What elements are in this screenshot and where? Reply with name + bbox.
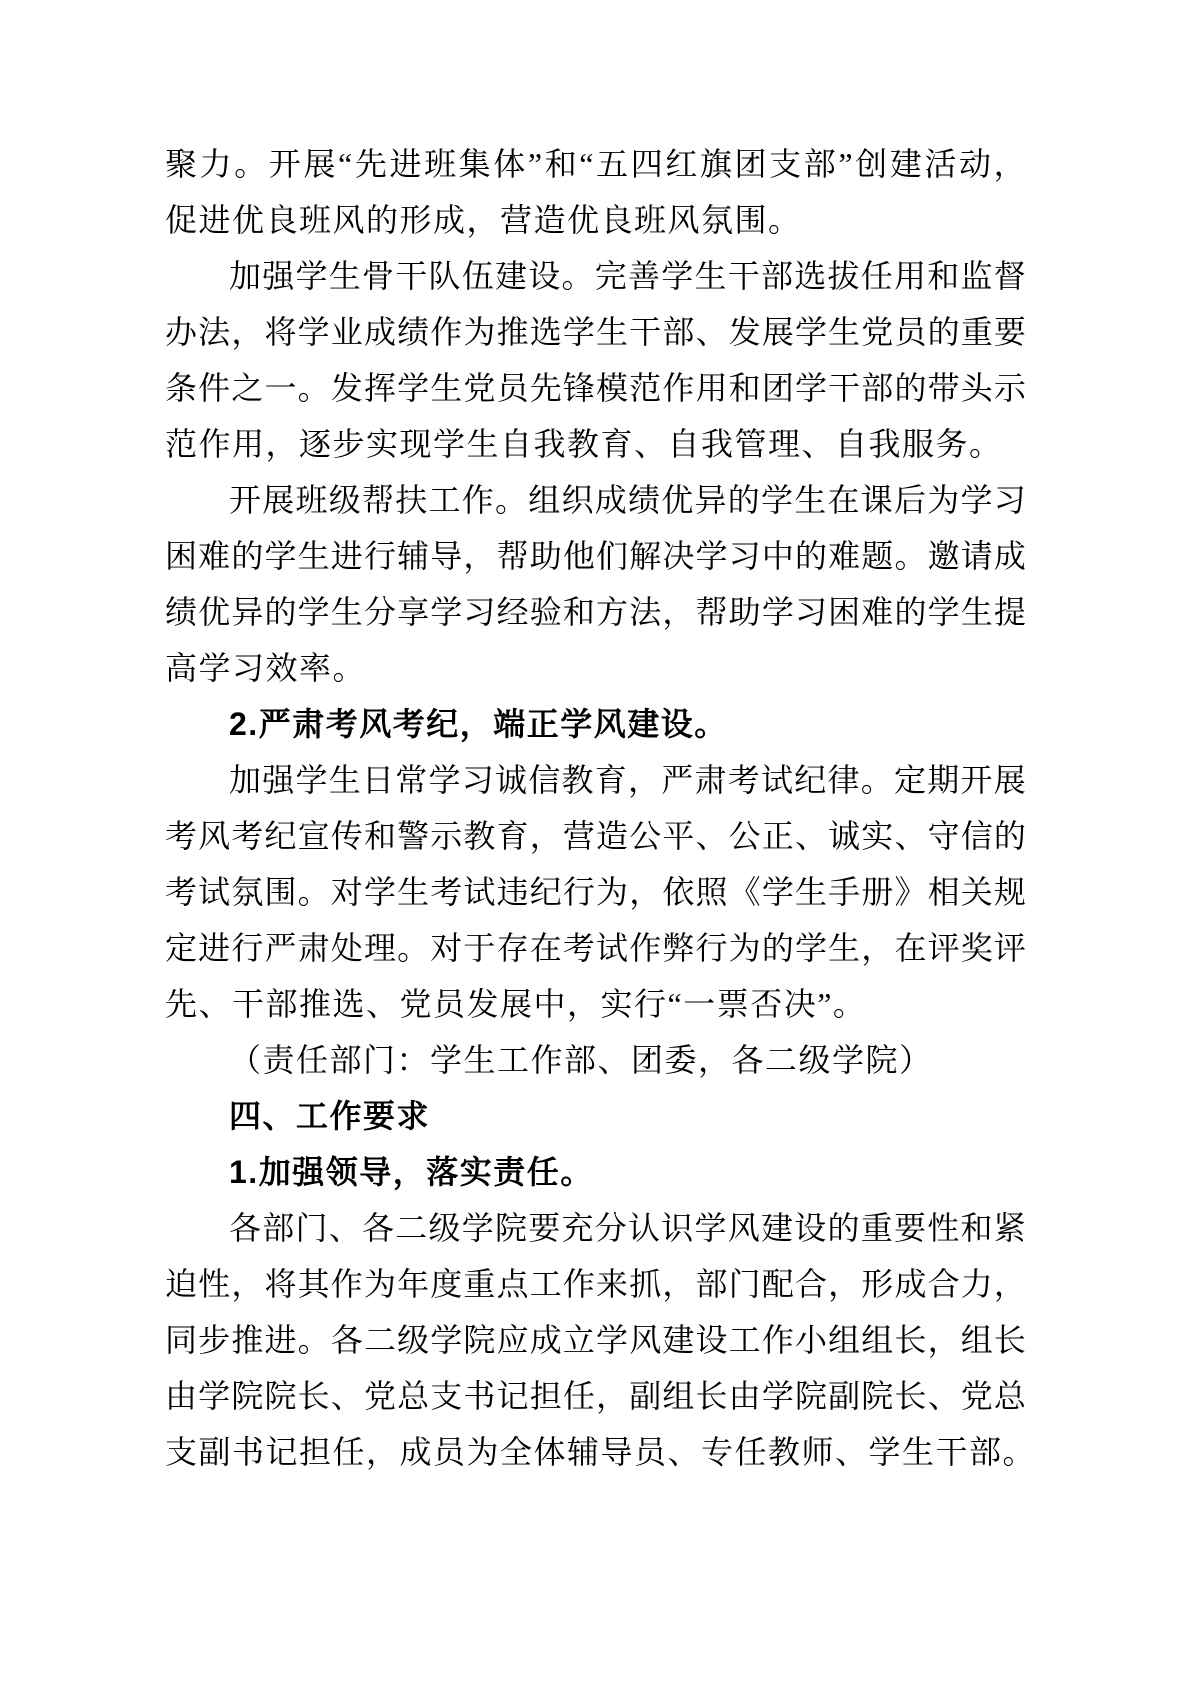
text-line: 支副书记担任，成员为全体辅导员、专任教师、学生干部。 [165,1434,1037,1470]
text-line: 困 难 的 学 生 进 行 辅 导 ， 帮 助 他 们 解 决 学 习 中 的 难 题 。 邀 请 成 [165,538,1026,574]
text-line: 条 件 之 一 。 发 挥 学 生 党 员 先 锋 模 范 作 用 和 团 学 干 部 的 带 头 示 [165,370,1026,406]
paragraph [165,248,1026,472]
paragraph [165,136,1026,248]
text-line: 聚 力 。 开 展 “ 先 进 班 集 体 ” 和 “ 五 四 红 旗 团 支 部 ” 创 建 活 动 ， [165,146,1026,182]
paragraph [165,472,1026,696]
text-line: 定 进 行 严 肃 处 理 。 对 于 存 在 考 试 作 弊 行 为 的 学 生 ， 在 评 奖 评 [165,930,1026,966]
paragraph [165,752,1026,1032]
section-heading [165,696,1026,752]
paragraph [165,1032,1026,1088]
text-line: 四、工作要求 [229,1098,431,1134]
text-line: 迫 性 ， 将 其 作 为 年 度 重 点 工 作 来 抓 ， 部 门 配 合 ， 形 成 合 力 ， [165,1266,1026,1302]
text-line: （责任部门：学生工作部、团委，各二级学院） [229,1042,933,1078]
text-line: 促进优良班风的形成，营造优良班风氛围。 [165,202,802,238]
text-line: 同 步 推 进 。 各 二 级 学 院 应 成 立 学 风 建 设 工 作 小 组 组 长 ， 组 长 [165,1322,1026,1358]
section-heading [165,1088,1026,1144]
text-line: 范作用，逐步实现学生自我教育、自我管理、自我服务。 [165,426,1003,462]
text-line: 办 法 ， 将 学 业 成 绩 作 为 推 选 学 生 干 部 、 发 展 学 生 党 员 的 重 要 [165,314,1026,350]
text-line: 由 学 院 院 长 、 党 总 支 书 记 担 任 ， 副 组 长 由 学 院 副 院 长 、 党 总 [165,1378,1026,1414]
text-line: 2.严肃考风考纪，端正学风建设。 [229,706,728,742]
section-heading [165,1144,1026,1200]
text-line: 考 试 氛 围 。 对 学 生 考 试 违 纪 行 为 ， 依 照 《 学 生 手 册 》 相 关 规 [165,874,1026,910]
text-line: 加 强 学 生 骨 干 队 伍 建 设 。 完 善 学 生 干 部 选 拔 任 用 和 监 督 [229,258,1026,294]
text-line: 加 强 学 生 日 常 学 习 诚 信 教 育 ， 严 肃 考 试 纪 律 。 定 期 开 展 [229,762,1026,798]
paragraph [165,1200,1037,1480]
document-body [165,136,1037,1480]
text-line: 各 部 门 、 各 二 级 学 院 要 充 分 认 识 学 风 建 设 的 重 要 性 和 紧 [229,1210,1026,1246]
text-line: 开 展 班 级 帮 扶 工 作 。 组 织 成 绩 优 异 的 学 生 在 课 后 为 学 习 [229,482,1026,518]
text-line: 绩 优 异 的 学 生 分 享 学 习 经 验 和 方 法 ， 帮 助 学 习 困 难 的 学 生 提 [165,594,1026,630]
text-line: 1.加强领导，落实责任。 [229,1154,594,1190]
text-line: 考 风 考 纪 宣 传 和 警 示 教 育 ， 营 造 公 平 、 公 正 、 诚 实 、 守 信 的 [165,818,1026,854]
text-line: 高学习效率。 [165,650,367,686]
text-line: 先、干部推选、党员发展中，实行“一票否决”。 [165,986,867,1022]
